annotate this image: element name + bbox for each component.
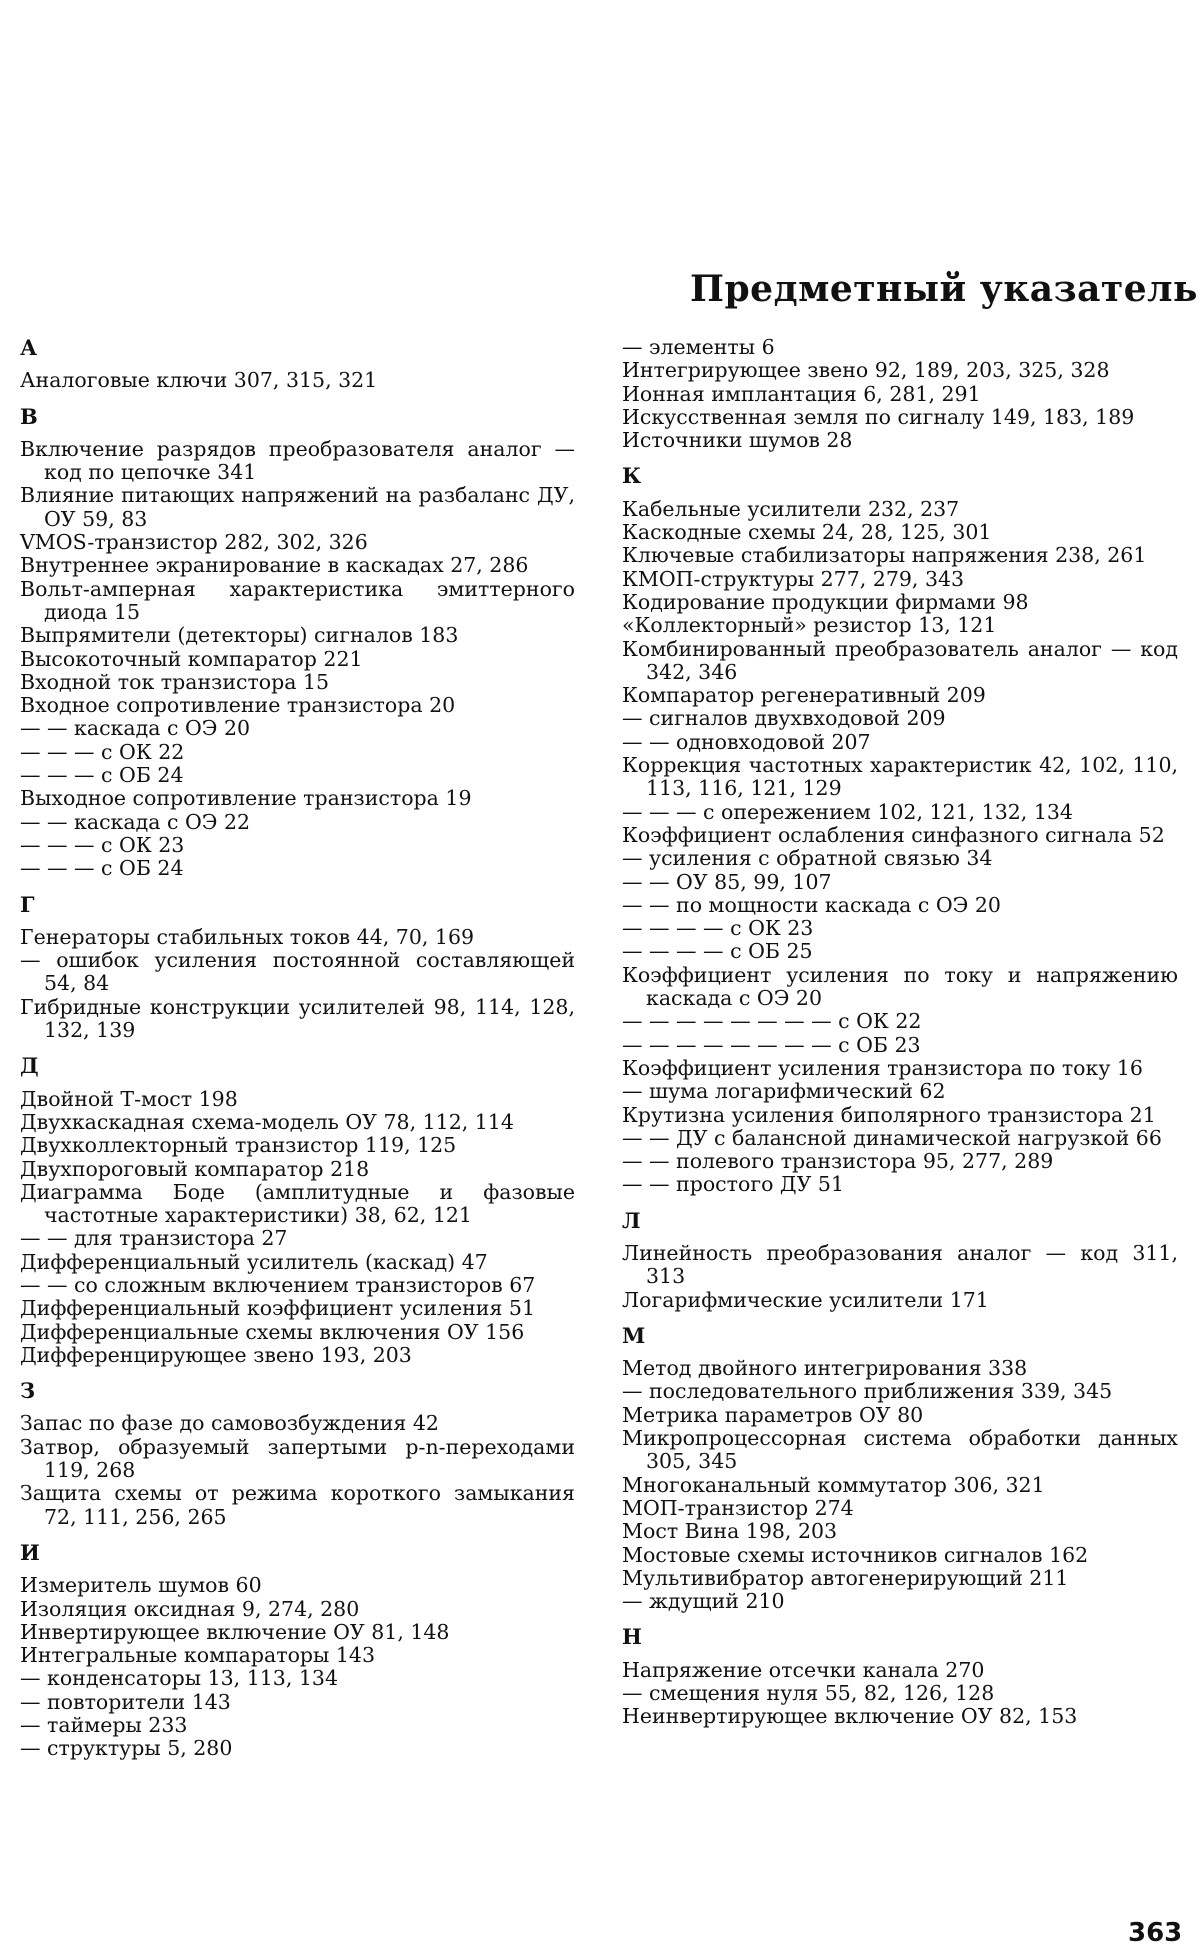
index-entry: Затвор, образуемый запертыми p-n-переходами 119, 268 [20,1434,575,1483]
index-entry: Неинвертирующее включение ОУ 82, 153 [622,1704,1078,1729]
index-entry: — последовательного приближения 339, 345 [622,1379,1113,1404]
index-entry: Мостовые схемы источников сигналов 162 [622,1542,1089,1567]
index-entry: Коэффициент усиления по току и напряжению каскада с ОЭ 20 [622,962,1178,1011]
page-title: Предметный указатель [690,268,1198,310]
index-entry: — — каскада с ОЭ 22 [20,809,251,834]
index-entry: Выпрямители (детекторы) сигналов 183 [20,623,459,648]
index-entry: Дифференциальный коэффициент усиления 51 [20,1296,535,1321]
index-entry: Диаграмма Боде (амплитудные и фазовые частотные характеристики) 38, 62, 121 [20,1179,575,1228]
index-entry: — — каскада с ОЭ 20 [20,716,251,741]
index-letter-heading: Г [20,891,35,917]
index-entry: Внутреннее экранирование в каскадах 27, 286 [20,553,529,578]
index-entry: Искусственная земля по сигналу 149, 183, 189 [622,404,1135,429]
index-letter-heading: К [622,463,642,489]
index-entry: — — — с ОБ 24 [20,856,184,881]
index-entry: Коэффициент усиления транзистора по току 16 [622,1055,1143,1080]
index-entry: — усиления с обратной связью 34 [622,846,993,871]
index-entry: — — — — — — — — с ОК 22 [622,1009,922,1034]
index-entry: — — ДУ с балансной динамической нагрузкой 66 [622,1125,1162,1150]
index-entry: — — полевого транзистора 95, 277, 289 [622,1149,1054,1174]
index-entry: Источники шумов 28 [622,428,853,453]
index-entry: — ждущий 210 [622,1589,785,1614]
index-entry: Входной ток транзистора 15 [20,669,330,694]
index-entry: Интегральные компараторы 143 [20,1643,376,1668]
index-entry: Коррекция частотных характеристик 42, 102, 110, 113, 116, 121, 129 [622,753,1178,801]
index-entry: Интегрирующее звено 92, 189, 203, 325, 328 [622,358,1110,383]
index-entry: Ключевые стабилизаторы напряжения 238, 261 [622,543,1147,568]
index-letter-heading: И [20,1539,40,1565]
index-entry: Инвертирующее включение ОУ 81, 148 [20,1619,450,1644]
index-entry: Измеритель шумов 60 [20,1573,262,1598]
index-entry: — — — с опережением 102, 121, 132, 134 [622,799,1073,824]
index-letter-heading: А [20,335,38,360]
index-entry: Каскодные схемы 24, 28, 125, 301 [622,520,992,545]
index-entry: Компаратор регенеративный 209 [622,683,986,708]
index-entry: — таймеры 233 [20,1713,188,1738]
index-entry: Мост Вина 198, 203 [622,1519,838,1544]
index-entry: Дифференциальный усилитель (каскад) 47 [20,1249,488,1274]
index-column-right [622,336,1178,1729]
index-letter-heading: М [622,1322,646,1348]
index-entry: КМОП-структуры 277, 279, 343 [622,566,965,591]
index-entry: — элементы 6 [622,335,775,359]
page-number: 363 [1128,1918,1183,1948]
index-entry: — — для транзистора 27 [20,1226,288,1251]
index-entry: — — — — с ОК 23 [622,916,814,941]
index-entry: — — одновходовой 207 [622,729,871,754]
index-entry: Метод двойного интегрирования 338 [622,1356,1028,1381]
index-entry: Аналоговые ключи 307, 315, 321 [20,368,378,393]
index-entry: — сигналов двухвходовой 209 [622,706,946,731]
index-entry: Высокоточный компаратор 221 [20,646,363,671]
index-entry: — повторители 143 [20,1689,231,1714]
index-entry: VMOS-транзистор 282, 302, 326 [20,530,368,555]
index-entry: Мультивибратор автогенерирующий 211 [622,1565,1069,1590]
index-entry: — — — — с ОБ 25 [622,939,813,964]
index-letter-heading: З [20,1378,36,1404]
index-entry: Кабельные усилители 232, 237 [622,496,960,521]
index-entry: Комбинированный преобразователь аналог — код 342, 346 [622,636,1178,684]
index-entry: — конденсаторы 13, 113, 134 [20,1666,339,1691]
index-entry: Крутизна усиления биполярного транзистора 21 [622,1102,1156,1127]
index-entry: Выходное сопротивление транзистора 19 [20,786,472,811]
index-entry: Линейность преобразования аналог — код 311, 313 [622,1240,1178,1289]
index-entry: Логарифмические усилители 171 [622,1287,989,1312]
index-entry: Запас по фазе до самовозбуждения 42 [20,1411,439,1436]
index-entry: «Коллекторный» резистор 13, 121 [622,613,997,638]
index-entry: Входное сопротивление транзистора 20 [20,693,456,718]
index-entry: — — ОУ 85, 99, 107 [622,869,832,894]
index-entry: — — простого ДУ 51 [622,1172,845,1197]
index-letter-heading: Н [622,1624,642,1650]
index-column-left [20,336,575,1761]
index-entry: Многоканальный коммутатор 306, 321 [622,1472,1045,1497]
index-entry: Дифференцирующее звено 193, 203 [20,1342,412,1367]
index-entry: Ионная имплантация 6, 281, 291 [622,381,981,406]
index-entry: Изоляция оксидная 9, 274, 280 [20,1596,360,1621]
index-entry: Напряжение отсечки канала 270 [622,1657,985,1682]
index-letter-heading: Д [20,1053,39,1079]
index-letter-heading: В [20,403,38,429]
index-entry: Влияние питающих напряжений на разбаланс ДУ, ОУ 59, 83 [20,483,575,531]
index-entry: — структуры 5, 280 [20,1736,233,1761]
index-entry: — — со сложным включением транзисторов 67 [20,1272,536,1297]
index-entry: — — — с ОК 22 [20,739,185,764]
index-entry: — шума логарифмический 62 [622,1079,946,1104]
index-entry: — — — с ОБ 24 [20,763,184,788]
index-entry: Защита схемы от режима короткого замыкания 72, 111, 256, 265 [20,1481,575,1529]
index-entry: Двухкаскадная схема-модель ОУ 78, 112, 114 [20,1109,514,1134]
index-entry: — — по мощности каскада с ОЭ 20 [622,892,1001,917]
index-entry: — — — — — — — — с ОБ 23 [622,1032,921,1057]
index-entry: Метрика параметров ОУ 80 [622,1402,924,1427]
index-entry: Микропроцессорная система обработки данных 305, 345 [622,1426,1178,1474]
index-entry: Коэффициент ослабления синфазного сигнала 52 [622,822,1165,847]
index-entry: — смещения нуля 55, 82, 126, 128 [622,1681,995,1706]
index-entry: Вольт-амперная характеристика эмиттерного диода 15 [20,576,575,624]
index-entry: МОП-транзистор 274 [622,1495,854,1520]
index-entry: Кодирование продукции фирмами 98 [622,589,1029,614]
index-entry: Двойной Т-мост 198 [20,1086,238,1111]
index-entry: Дифференциальные схемы включения ОУ 156 [20,1319,525,1344]
index-entry: Двухпороговый компаратор 218 [20,1156,370,1181]
index-entry: Генераторы стабильных токов 44, 70, 169 [20,924,475,949]
index-letter-heading: Л [622,1207,641,1233]
index-entry: Включение разрядов преобразователя аналог — код по цепочке 341 [20,436,575,485]
index-entry: — ошибок усиления постоянной составляющей 54, 84 [20,948,575,996]
index-entry: — — — с ОК 23 [20,832,185,857]
index-entry: Гибридные конструкции усилителей 98, 114, 128, 132, 139 [20,994,575,1043]
index-entry: Двухколлекторный транзистор 119, 125 [20,1133,457,1158]
